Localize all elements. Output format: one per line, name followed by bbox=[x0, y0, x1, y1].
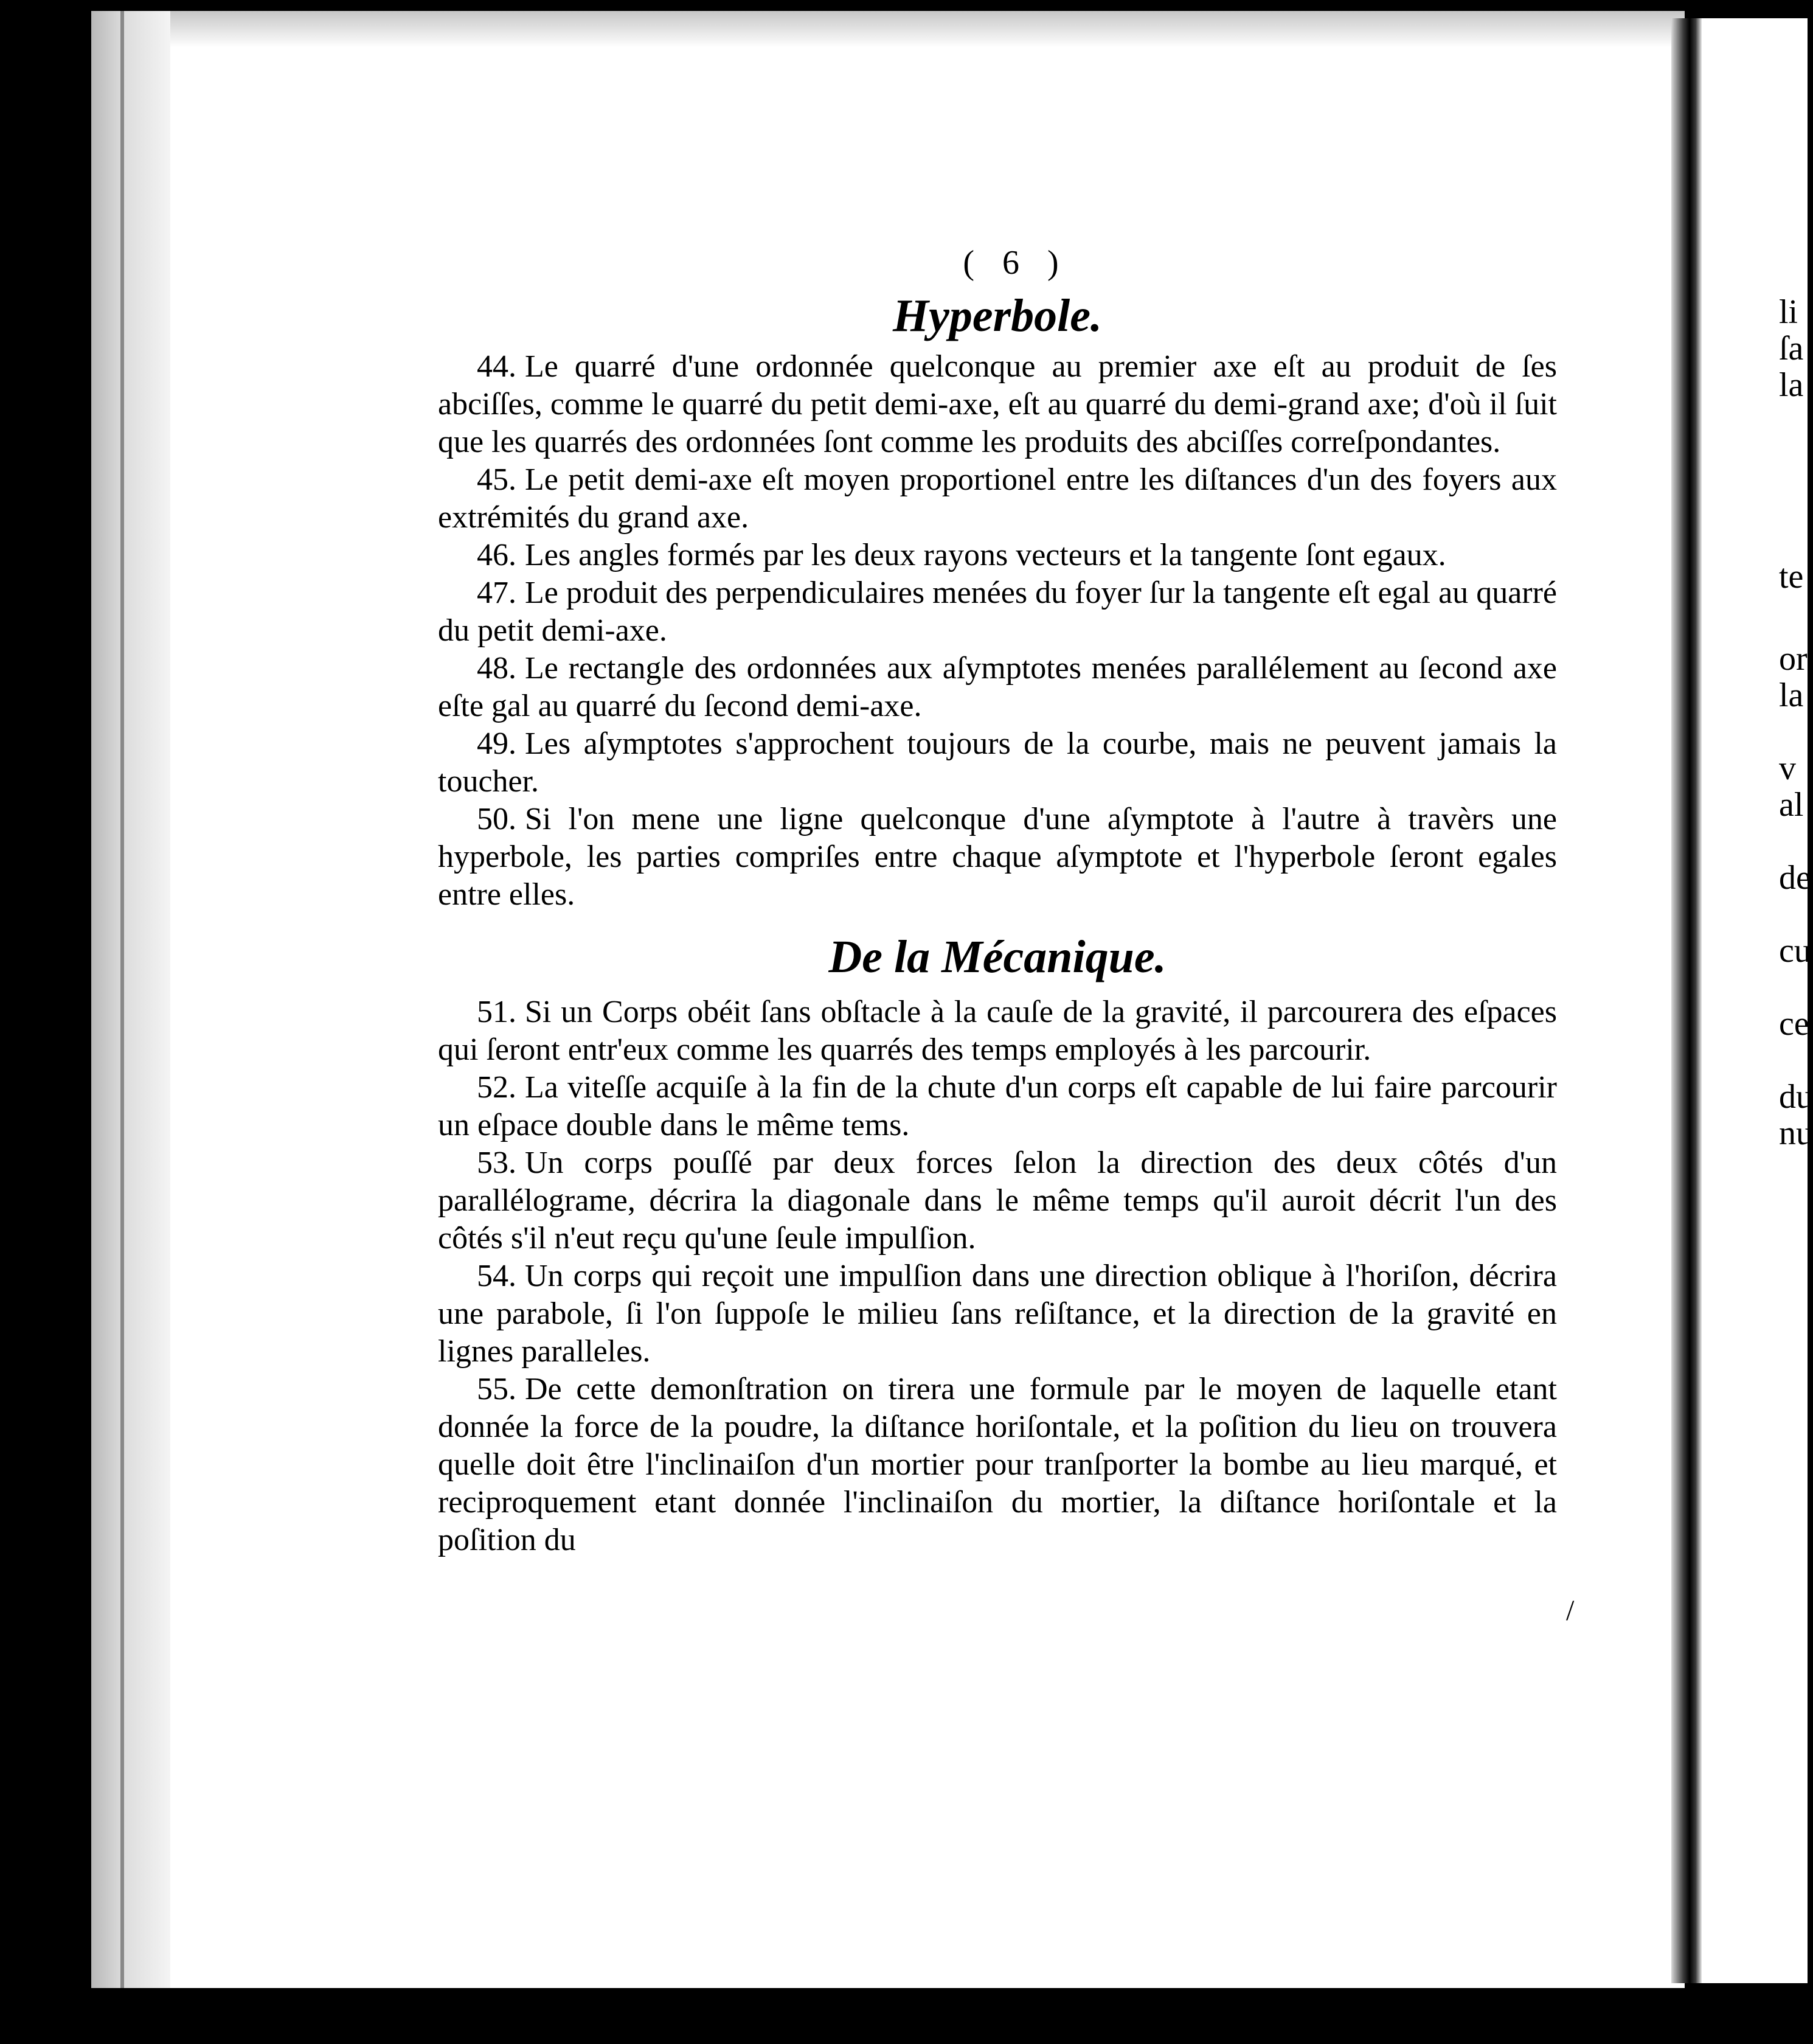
paragraph-text: De cette demonſtration on tirera une formule par le moyen de laquelle etant donnée la force de la poudre, la diſtance horiſontale, et la poſition du lieu on trouvera quelle doit être l'inclinaiſon d'un mortier pour tranſporter la bombe au lieu marqué, et reciproquement etant donnée l'inclinaiſon du mortier, la diſtance horiſontale et la poſition du bbox=[438, 1372, 1557, 1558]
facing-page-fragment: ce bbox=[1779, 1005, 1809, 1043]
numbered-paragraph bbox=[438, 461, 1557, 537]
numbered-paragraph bbox=[438, 650, 1557, 725]
paragraph-text: Le produit des perpendiculaires menées du foyer ſur la tangente eſt egal au quarré du petit demi-axe. bbox=[438, 575, 1557, 648]
numbered-paragraph bbox=[438, 725, 1557, 801]
paragraph-text: Les aſymptotes s'approchent toujours de la courbe, mais ne peuvent jamais la toucher. bbox=[438, 726, 1557, 799]
book-gutter bbox=[1671, 18, 1702, 1983]
paragraph-number: 51. bbox=[477, 995, 516, 1030]
facing-page-fragment: ſa bbox=[1779, 330, 1804, 367]
paragraph-text: Le rectangle des ordonnées aux aſymptotes menées parallélement au ſecond axe eſte gal au quarré du ſecond demi-axe. bbox=[438, 650, 1557, 723]
page-left-edge bbox=[91, 11, 170, 1988]
paragraph-number: 45. bbox=[477, 462, 516, 497]
facing-page-fragment: la bbox=[1779, 366, 1804, 404]
facing-page-fragment: cu bbox=[1779, 932, 1811, 970]
ink-mark: / bbox=[1566, 1594, 1575, 1627]
section-hyperbole bbox=[438, 291, 1557, 914]
paragraph-number: 52. bbox=[477, 1070, 516, 1105]
paragraph-list bbox=[438, 348, 1557, 914]
paragraph-number: 55. bbox=[477, 1372, 516, 1407]
numbered-paragraph bbox=[438, 1371, 1557, 1559]
paragraph-text: Un corps qui reçoit une impulſion dans une direction oblique à l'horiſon, décrira une parabole, ſi l'on ſuppoſe le milieu ſans reſiſtance, et la direction de la gravité en lignes paralleles. bbox=[438, 1259, 1557, 1369]
facing-page-fragment: li bbox=[1779, 293, 1798, 331]
paragraph-text: La viteſſe acquiſe à la fin de la chute d'un corps eſt capable de lui faire parcourir un eſpace double dans le même tems. bbox=[438, 1070, 1557, 1143]
facing-page-fragment: or bbox=[1779, 640, 1808, 678]
paragraph-number: 50. bbox=[477, 801, 516, 836]
numbered-paragraph bbox=[438, 574, 1557, 650]
paragraph-text: Les angles formés par les deux rayons vecteurs et la tangente ſont egaux. bbox=[525, 537, 1446, 572]
numbered-paragraph bbox=[438, 348, 1557, 461]
numbered-paragraph bbox=[438, 801, 1557, 914]
paragraph-number: 47. bbox=[477, 575, 516, 610]
numbered-paragraph bbox=[438, 537, 1557, 574]
facing-page-fragment: de bbox=[1779, 859, 1811, 897]
section-heading: Hyperbole. bbox=[892, 290, 1102, 341]
facing-page-fragment: v bbox=[1779, 749, 1796, 787]
paragraph-text: Le quarré d'une ordonnée quelconque au premier axe eſt au produit de ſes abciſſes, comme le quarré du petit demi-axe, eſt au quarré du demi-grand axe; d'où il ſuit que les quarrés des ordonnées ſont comme les produits des abciſſes correſpondantes. bbox=[438, 349, 1557, 459]
paragraph-number: 44. bbox=[477, 349, 516, 384]
facing-page-fragment: nu bbox=[1779, 1114, 1813, 1152]
numbered-paragraph bbox=[438, 1069, 1557, 1144]
paragraph-number: 46. bbox=[477, 537, 516, 572]
facing-page-fragment: du bbox=[1779, 1078, 1813, 1116]
page-top-shadow bbox=[170, 11, 1685, 47]
paragraph-number: 53. bbox=[477, 1145, 516, 1181]
facing-page-fragment: la bbox=[1779, 676, 1804, 714]
page-content bbox=[438, 243, 1557, 1559]
paragraph-text: Si l'on mene une ligne quelconque d'une aſymptote à l'autre à travèrs une hyperbole, les parties compriſes entre chaque aſymptote et l'hyperbole ſeront egales entre elles. bbox=[438, 801, 1557, 912]
paragraph-text: Si un Corps obéit ſans obſtacle à la cauſe de la gravité, il parcourera des eſpaces qui ſeront entr'eux comme les quarrés des temps employés à les parcourir. bbox=[438, 995, 1557, 1068]
paragraph-list bbox=[438, 993, 1557, 1559]
page-number: ( 6 ) bbox=[963, 244, 1069, 282]
numbered-paragraph bbox=[438, 1144, 1557, 1257]
paragraph-number: 48. bbox=[477, 650, 516, 686]
section-mecanique bbox=[438, 932, 1557, 1560]
paragraph-text: Le petit demi-axe eſt moyen proportionel entre les diſtances d'un des foyers aux extrémités du grand axe. bbox=[438, 462, 1557, 535]
paragraph-number: 49. bbox=[477, 726, 516, 761]
paragraph-text: Un corps pouſſé par deux forces ſelon la direction des deux côtés d'un parallélograme, décrira la diagonale dans le même temps qu'il auroit décrit l'un des côtés s'il n'eut reçu qu'une ſeule impulſion. bbox=[438, 1145, 1557, 1256]
numbered-paragraph bbox=[438, 1257, 1557, 1371]
numbered-paragraph bbox=[438, 993, 1557, 1069]
facing-page-fragment: te bbox=[1779, 558, 1804, 596]
section-heading: De la Mécanique. bbox=[828, 931, 1166, 982]
paragraph-number: 54. bbox=[477, 1259, 516, 1294]
facing-page-fragment: al bbox=[1779, 786, 1804, 824]
